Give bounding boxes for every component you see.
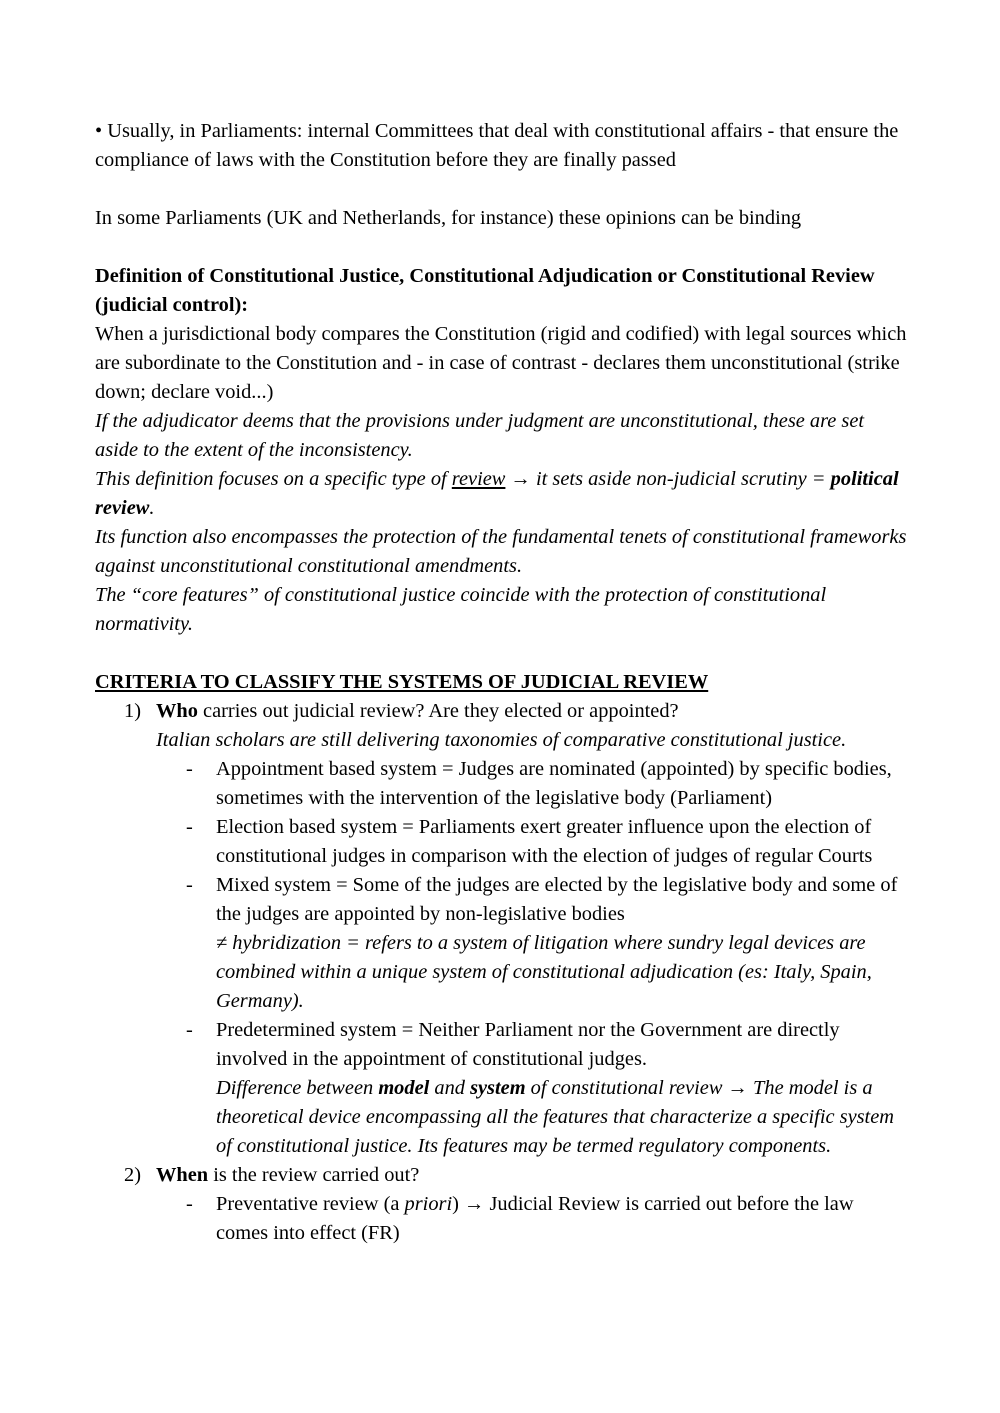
sub-item-text: Predetermined system = Neither Parliament nor the Government are directly involved in the appointment of constitutional judges. — [216, 1019, 840, 1070]
sub-item-text — [216, 1190, 910, 1248]
dash-bullet: - — [186, 758, 193, 780]
sub-list — [156, 1190, 910, 1248]
criteria-item-who — [95, 697, 910, 1161]
criteria-heading: CRITERIA TO CLASSIFY THE SYSTEMS OF JUDICIAL REVIEW — [95, 671, 709, 693]
definition-body: When a jurisdictional body compares the Constitution (rigid and codified) with legal sources which are subordinate to the Constitution and - in case of contrast - declares them unconstitutional (strike down; declare void...) — [95, 323, 907, 403]
italic-2-pre: This definition focuses on a specific type of — [95, 468, 452, 490]
sub-item-predetermined — [156, 1016, 910, 1161]
review-underlined: review — [451, 468, 506, 490]
sub-item-text: Election based system = Parliaments exert greater influence upon the election of constitutional judges in comparison with the election of judges of regular Courts — [216, 816, 873, 867]
item-question-rest: carries out judicial review? Are they elected or appointed? — [197, 700, 679, 722]
system-bold: system — [470, 1077, 526, 1099]
spacer — [95, 233, 910, 262]
priori-italic: priori — [404, 1193, 453, 1215]
item-note: Italian scholars are still delivering taxonomies of comparative constitutional justice. — [156, 729, 847, 751]
binding-note-paragraph: In some Parliaments (UK and Netherlands, for instance) these opinions can be binding — [95, 207, 802, 229]
spacer — [95, 175, 910, 204]
criteria-list — [95, 697, 910, 1248]
italic-2-post: → it sets aside non-judicial scrutiny = — [505, 468, 831, 490]
definition-italic-1: If the adjudicator deems that the provisions under judgment are unconstitutional, these are set aside to the extent of the inconsistency. — [95, 410, 865, 461]
sub-list — [156, 755, 910, 1161]
item-number: 1) — [124, 700, 141, 722]
item-keyword: When — [156, 1164, 209, 1186]
text-post: ) → Judicial Review is carried out before the law comes into effect (FR) — [216, 1193, 854, 1244]
hybridization-note: ≠ hybridization = refers to a system of litigation where sundry legal devices are combined within a unique system of constitutional adjudication (es: Italy, Spain, Germany). — [216, 932, 872, 1012]
definition-italic-2 — [95, 465, 910, 523]
definition-italic-4: The “core features” of constitutional justice coincide with the protection of constitutional normativity. — [95, 584, 827, 635]
note-pre: Difference between — [216, 1077, 379, 1099]
sub-item-text: Mixed system = Some of the judges are elected by the legislative body and some of the judges are appointed by non-legislative bodies — [216, 874, 898, 925]
text-pre: Preventative review (a — [216, 1193, 405, 1215]
item-question — [156, 697, 910, 726]
sub-item-appointment — [156, 755, 910, 813]
definition-italic-3: Its function also encompasses the protection of the fundamental tenets of constitutional frameworks against unconstitutional constitutional amendments. — [95, 526, 907, 577]
criteria-item-when — [95, 1161, 910, 1248]
intro-bullet-paragraph: • Usually, in Parliaments: internal Committees that deal with constitutional affairs - that ensure the compliance of laws with the Constitution before they are finally passed — [95, 120, 899, 171]
sub-item-mixed — [156, 871, 910, 1016]
document-page — [95, 117, 910, 1248]
dash-bullet: - — [186, 816, 193, 838]
item-keyword: Who — [156, 700, 198, 722]
sub-item-preventative — [156, 1190, 910, 1248]
model-bold: model — [378, 1077, 430, 1099]
political-review-bold: political review — [95, 468, 899, 519]
dash-bullet: - — [186, 1019, 193, 1041]
dash-bullet: - — [186, 874, 193, 896]
italic-2-end: . — [149, 497, 155, 519]
item-question — [156, 1161, 910, 1190]
note-mid: and — [429, 1077, 471, 1099]
item-number: 2) — [124, 1164, 141, 1186]
spacer — [95, 639, 910, 668]
sub-item-text: Appointment based system = Judges are nominated (appointed) by specific bodies, sometimes with the intervention of the legislative body (Parliament) — [216, 758, 892, 809]
dash-bullet: - — [186, 1193, 193, 1215]
sub-item-election — [156, 813, 910, 871]
definition-title: Definition of Constitutional Justice, Constitutional Adjudication or Constitutional Review (judicial control): — [95, 265, 875, 316]
note-post: of constitutional review → The model is a theoretical device encompassing all the features that characterize a specific system of constitutional justice. Its features may be termed regulatory components. — [216, 1077, 894, 1157]
model-system-note — [216, 1074, 910, 1161]
item-question-rest: is the review carried out? — [208, 1164, 420, 1186]
